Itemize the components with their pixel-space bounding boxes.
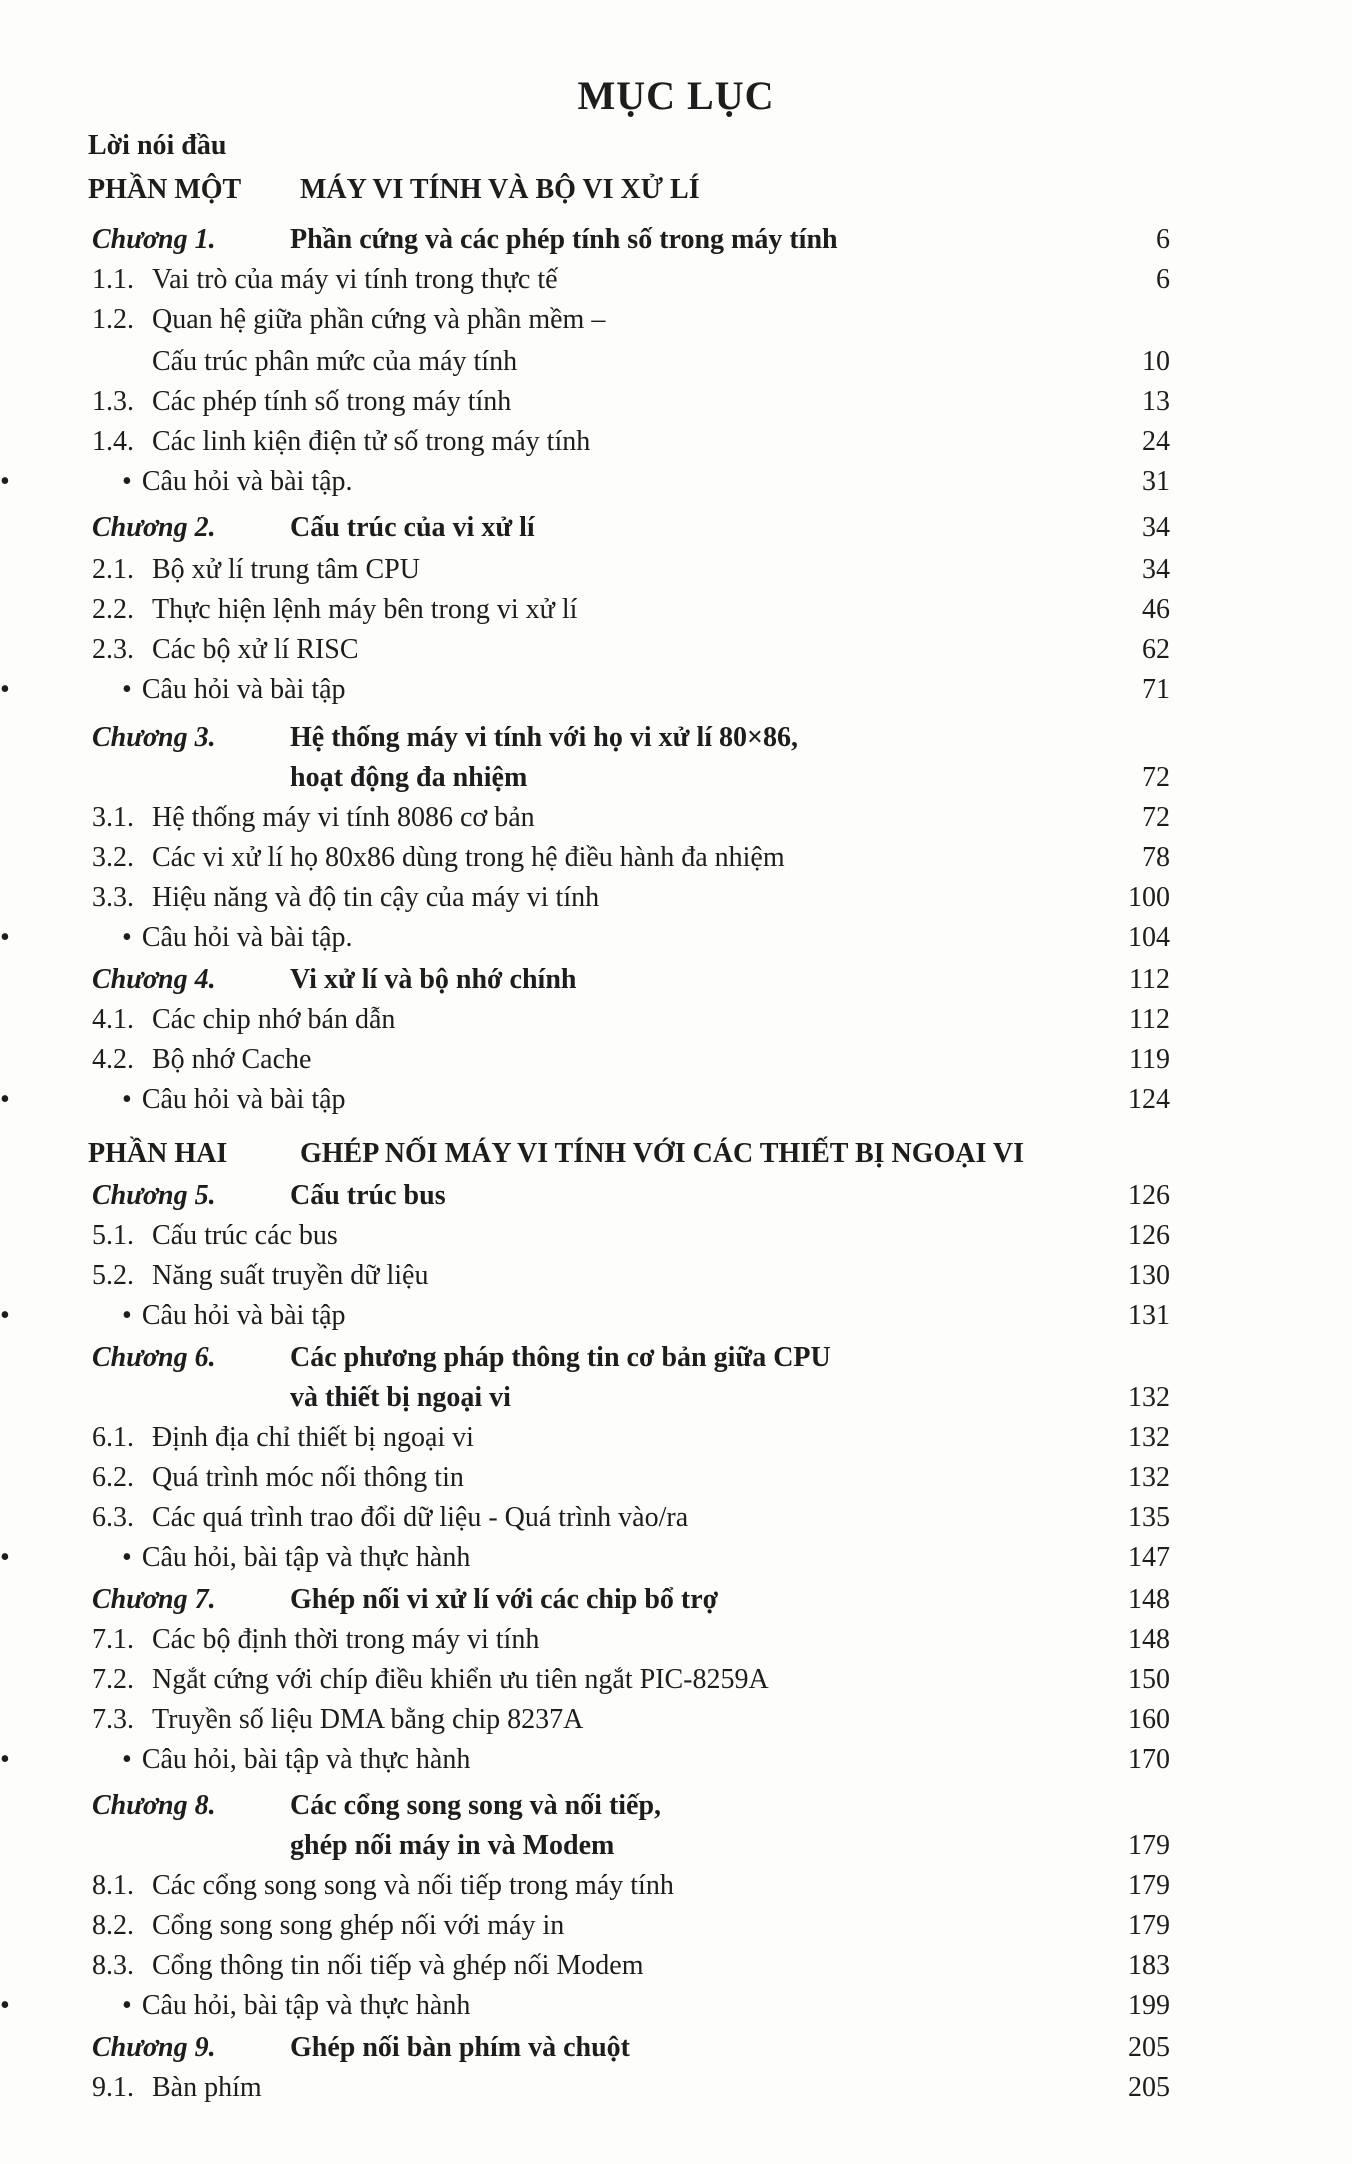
section-entry (0, 840, 1352, 876)
entry-number: 8.2. (92, 1910, 134, 1941)
entry-title: GHÉP NỐI MÁY VI TÍNH VỚI CÁC THIẾT BỊ NGOẠI VI (300, 1138, 1025, 1169)
section-entry (0, 800, 1352, 836)
page-number: 31 (1142, 466, 1170, 497)
entry-number: Chương 4. (92, 964, 216, 995)
page-number: 46 (1142, 594, 1170, 625)
entry-number: Chương 9. (92, 2032, 216, 2063)
section-entry (0, 880, 1352, 916)
entry-number: 3.2. (92, 842, 134, 873)
entry-number: Chương 5. (92, 1180, 216, 1211)
entry-title: Cổng thông tin nối tiếp và ghép nối Modem (152, 1950, 644, 1981)
entry-number: 5.2. (92, 1260, 134, 1291)
entry-number: 7.2. (92, 1664, 134, 1695)
section-entry (0, 552, 1352, 588)
entry-title: Bộ xử lí trung tâm CPU (152, 554, 420, 585)
entry-title: Vai trò của máy vi tính trong thực tế (152, 264, 558, 295)
entry-title: • • Câu hỏi và bài tập. (122, 464, 353, 500)
page-number: 24 (1142, 426, 1170, 457)
entry-number: Chương 6. (92, 1342, 216, 1373)
entry-number: Chương 8. (92, 1790, 216, 1821)
exercise-entry (0, 1298, 1352, 1334)
entry-title: Ghép nối vi xử lí với các chip bổ trợ (290, 1584, 719, 1615)
section-entry (0, 302, 1352, 338)
entry-number: 8.3. (92, 1950, 134, 1981)
exercise-entry (0, 920, 1352, 956)
chapter-entry (0, 962, 1352, 998)
page-number: 112 (1129, 964, 1170, 995)
page-number: 199 (1128, 1990, 1170, 2021)
chapter-entry (0, 1340, 1352, 1376)
entry-number: 8.1. (92, 1870, 134, 1901)
section-entry (0, 1460, 1352, 1496)
page-number: 205 (1128, 2072, 1170, 2103)
exercise-entry (0, 1540, 1352, 1576)
entry-title: • • Câu hỏi, bài tập và thực hành (122, 1988, 470, 2024)
page-number: 183 (1128, 1950, 1170, 1981)
entry-number: Lời nói đầu (88, 130, 227, 161)
page-number: 147 (1128, 1542, 1170, 1573)
front-matter-entry (0, 128, 1352, 164)
entry-number: 4.1. (92, 1004, 134, 1035)
section-entry (0, 1500, 1352, 1536)
section-entry (0, 1002, 1352, 1038)
entry-title: Bàn phím (152, 2072, 262, 2103)
page-number: 119 (1129, 1044, 1170, 1075)
entry-title: Các cổng song song và nối tiếp trong máy tính (152, 1870, 674, 1901)
page-number: 126 (1128, 1220, 1170, 1251)
entry-title: Các phép tính số trong máy tính (152, 386, 512, 417)
entry-title: Cổng song song ghép nối với máy in (152, 1910, 565, 1941)
chapter-entry (0, 510, 1352, 546)
page-title: MỤC LỤC (577, 73, 775, 118)
section-entry (0, 1948, 1352, 1984)
entry-number: Chương 3. (92, 722, 216, 753)
entry-number: 1.1. (92, 264, 134, 295)
entry-number: 7.1. (92, 1624, 134, 1655)
entry-title: • • Câu hỏi, bài tập và thực hành (122, 1540, 470, 1576)
entry-title: Các linh kiện điện tử số trong máy tính (152, 426, 591, 457)
chapter-entry (0, 720, 1352, 756)
page-number: 71 (1142, 674, 1170, 705)
page-number: 130 (1128, 1260, 1170, 1291)
page-number: 72 (1142, 802, 1170, 833)
entry-number: 6.2. (92, 1462, 134, 1493)
page-number: 160 (1128, 1704, 1170, 1735)
entry-title: • • Câu hỏi và bài tập (122, 1298, 346, 1334)
part-heading (0, 172, 1352, 208)
entry-title: Các quá trình trao đổi dữ liệu - Quá trình vào/ra (152, 1502, 689, 1533)
page-number: 34 (1142, 512, 1170, 543)
entry-number: 7.3. (92, 1704, 134, 1735)
entry-number: PHẦN MỘT (88, 174, 242, 205)
entry-title: Cấu trúc của vi xử lí (290, 512, 535, 543)
section-entry (0, 1908, 1352, 1944)
page-number: 132 (1128, 1382, 1170, 1413)
entry-number: 3.1. (92, 802, 134, 833)
section-entry-continued (0, 344, 1352, 380)
section-entry (0, 1420, 1352, 1456)
entry-number: 2.3. (92, 634, 134, 665)
entry-title: Các bộ xử lí RISC (152, 634, 359, 665)
chapter-entry-continued (0, 1380, 1352, 1416)
section-entry (0, 1042, 1352, 1078)
entry-title: Các vi xử lí họ 80x86 dùng trong hệ điều hành đa nhiệm (152, 842, 785, 873)
page-number: 6 (1156, 224, 1170, 255)
page-number: 100 (1128, 882, 1170, 913)
entry-title: ghép nối máy in và Modem (290, 1830, 615, 1861)
page-number: 135 (1128, 1502, 1170, 1533)
entry-title: hoạt động đa nhiệm (290, 762, 528, 793)
entry-title: Hệ thống máy vi tính 8086 cơ bản (152, 802, 535, 833)
page-number: 72 (1142, 762, 1170, 793)
entry-number: PHẦN HAI (88, 1138, 228, 1169)
entry-number: Chương 1. (92, 224, 216, 255)
entry-title: Các cổng song song và nối tiếp, (290, 1790, 662, 1821)
entry-title: Vi xử lí và bộ nhớ chính (290, 964, 577, 995)
entry-title: • • Câu hỏi và bài tập. (122, 920, 353, 956)
chapter-entry-continued (0, 1828, 1352, 1864)
page-number: 179 (1128, 1910, 1170, 1941)
section-entry (0, 262, 1352, 298)
exercise-entry (0, 464, 1352, 500)
page-number: 132 (1128, 1422, 1170, 1453)
part-heading (0, 1136, 1352, 1172)
page-number: 148 (1128, 1624, 1170, 1655)
entry-number: 1.3. (92, 386, 134, 417)
entry-number: 1.2. (92, 304, 134, 335)
section-entry (0, 424, 1352, 460)
entry-title: • • Câu hỏi, bài tập và thực hành (122, 1742, 470, 1778)
section-entry (0, 1662, 1352, 1698)
entry-title: Quá trình móc nối thông tin (152, 1462, 464, 1493)
page-number: 104 (1128, 922, 1170, 953)
exercise-entry (0, 1742, 1352, 1778)
entry-title: Hệ thống máy vi tính với họ vi xử lí 80×86, (290, 722, 798, 753)
entry-title: Phần cứng và các phép tính số trong máy tính (290, 224, 838, 255)
chapter-entry (0, 1582, 1352, 1618)
entry-number: 3.3. (92, 882, 134, 913)
page-number: 126 (1128, 1180, 1170, 1211)
page-number: 131 (1128, 1300, 1170, 1331)
page-number: 179 (1128, 1830, 1170, 1861)
entry-title: Thực hiện lệnh máy bên trong vi xử lí (152, 594, 578, 625)
page-number: 179 (1128, 1870, 1170, 1901)
entry-number: 6.1. (92, 1422, 134, 1453)
entry-title: Các chip nhớ bán dẫn (152, 1004, 396, 1035)
section-entry (0, 1218, 1352, 1254)
entry-title: và thiết bị ngoại vi (290, 1382, 511, 1413)
chapter-entry (0, 2030, 1352, 2066)
exercise-entry (0, 1082, 1352, 1118)
entry-number: 2.2. (92, 594, 134, 625)
entry-title: Bộ nhớ Cache (152, 1044, 312, 1075)
section-entry (0, 2070, 1352, 2106)
page-number: 34 (1142, 554, 1170, 585)
entry-title: Ghép nối bàn phím và chuột (290, 2032, 630, 2063)
page-number: 6 (1156, 264, 1170, 295)
page-number: 170 (1128, 1744, 1170, 1775)
page-number: 13 (1142, 386, 1170, 417)
section-entry (0, 1868, 1352, 1904)
entry-number: 2.1. (92, 554, 134, 585)
entry-title: Cấu trúc các bus (152, 1220, 338, 1251)
entry-number: 9.1. (92, 2072, 134, 2103)
page-number: 205 (1128, 2032, 1170, 2063)
entry-title: Ngắt cứng với chíp điều khiển ưu tiên ngắt PIC-8259A (152, 1664, 769, 1695)
page-number: 112 (1129, 1004, 1170, 1035)
section-entry (0, 1622, 1352, 1658)
exercise-entry (0, 672, 1352, 708)
entry-title: • • Câu hỏi và bài tập (122, 1082, 346, 1118)
page-number: 148 (1128, 1584, 1170, 1615)
entry-title: Cấu trúc bus (290, 1180, 446, 1211)
exercise-entry (0, 1988, 1352, 2024)
section-entry (0, 592, 1352, 628)
entry-title: Quan hệ giữa phần cứng và phần mềm – (152, 304, 606, 335)
section-entry (0, 632, 1352, 668)
entry-number: 6.3. (92, 1502, 134, 1533)
page-number: 132 (1128, 1462, 1170, 1493)
entry-number: 5.1. (92, 1220, 134, 1251)
entry-title: Cấu trúc phân mức của máy tính (152, 346, 518, 377)
entry-number: 1.4. (92, 426, 134, 457)
chapter-entry (0, 222, 1352, 258)
entry-number: 4.2. (92, 1044, 134, 1075)
entry-number: Chương 2. (92, 512, 216, 543)
entry-title: Định địa chỉ thiết bị ngoại vi (152, 1422, 474, 1453)
chapter-entry (0, 1178, 1352, 1214)
page-number: 124 (1128, 1084, 1170, 1115)
section-entry (0, 384, 1352, 420)
section-entry (0, 1702, 1352, 1738)
entry-title: Các bộ định thời trong máy vi tính (152, 1624, 540, 1655)
page-number: 150 (1128, 1664, 1170, 1695)
page-number: 10 (1142, 346, 1170, 377)
entry-title: Năng suất truyền dữ liệu (152, 1260, 429, 1291)
entry-title: Các phương pháp thông tin cơ bản giữa CPU (290, 1342, 831, 1373)
section-entry (0, 1258, 1352, 1294)
page-number: 78 (1142, 842, 1170, 873)
entry-number: Chương 7. (92, 1584, 216, 1615)
chapter-entry (0, 1788, 1352, 1824)
entry-title: MÁY VI TÍNH VÀ BỘ VI XỬ LÍ (300, 174, 700, 205)
entry-title: • • Câu hỏi và bài tập (122, 672, 346, 708)
chapter-entry-continued (0, 760, 1352, 796)
page-number: 62 (1142, 634, 1170, 665)
entry-title: Hiệu năng và độ tin cậy của máy vi tính (152, 882, 600, 913)
entry-title: Truyền số liệu DMA bằng chip 8237A (152, 1704, 584, 1735)
